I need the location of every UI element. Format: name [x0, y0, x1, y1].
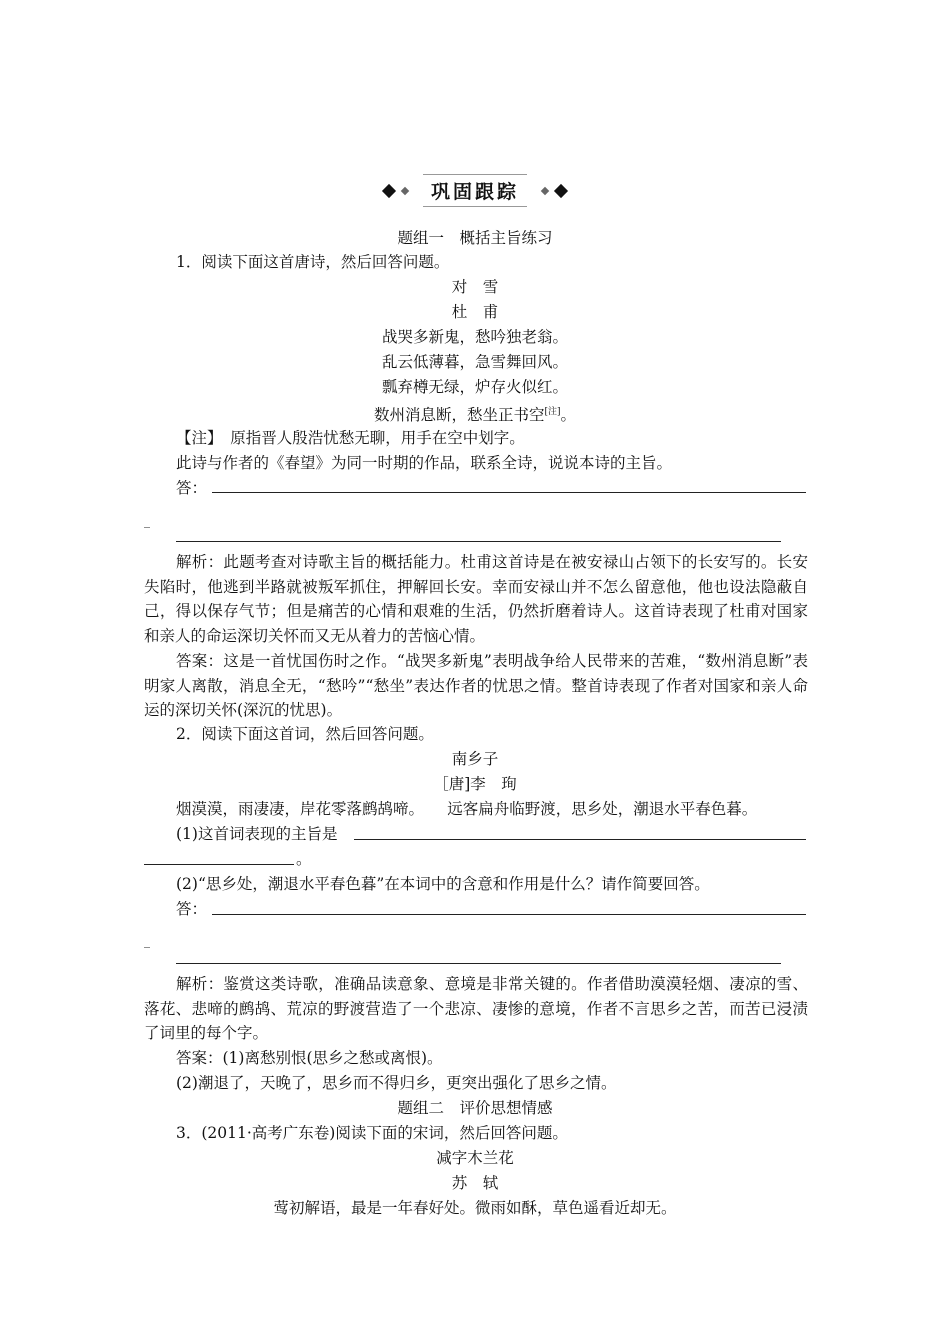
q2-poem-title: 南乡子	[451, 750, 499, 768]
q1-prompt: 1．阅读下面这首唐诗，然后回答问题。	[176, 253, 450, 271]
q2-poem-author: ［唐]李 珣	[433, 775, 517, 793]
q1-note: 【注】 原指晋人殷浩忧愁无聊，用手在空中划字。	[176, 429, 525, 447]
group2-title: 题组二 评价思想情感	[397, 1099, 553, 1117]
q1-poem-title: 对 雪	[451, 278, 499, 296]
q2-sub1: (1)这首词表现的主旨是	[176, 825, 338, 843]
q1-poem-line: 瓢弃樽无绿，炉存火似红。	[381, 378, 568, 396]
q2-sub1-end: 。	[296, 850, 312, 868]
q2-analysis-text: 解析：鉴赏这类诗歌，准确品读意象、意境是非常关键的。作者借助漠漠轻烟、凄凉的雪、落花、悲啼的鹧鸪、荒凉的野渡营造了一个悲凉、凄惨的意境，作者不言思乡之苦，而苦已浸渍了词里的每个字。	[144, 975, 808, 1043]
q2-answer2: (2)潮退了，天晚了，思乡而不得归乡，更突出强化了思乡之情。	[176, 1074, 617, 1092]
q2-answer-label: 答：	[176, 900, 208, 918]
q3-poem-line: 莺初解语，最是一年春好处。微雨如酥，草色遥看近却无。	[273, 1199, 677, 1217]
q1-poem-line: 数州消息断，愁坐正书空	[373, 406, 545, 425]
q1-answer-text: 答案：这是一首忧国伤时之作。“战哭多新鬼”表明战争给人民带来的苦难，“数州消息断”表明家人离散，消息全无，“愁吟”“愁坐”表达作者的忧思之情。整首诗表现了作者对国家和亲人命运的深切关怀(深沉的忧思)。	[144, 652, 808, 720]
q2-prompt: 2．阅读下面这首词，然后回答问题。	[176, 725, 434, 743]
small-diamond-icon	[401, 186, 409, 194]
q1-answer-label: 答：	[176, 479, 208, 497]
answer-line[interactable]	[354, 839, 806, 840]
q1-question: 此诗与作者的《春望》为同一时期的作品，联系全诗，说说本诗的主旨。	[176, 454, 673, 472]
banner-title: 巩固跟踪	[423, 174, 527, 207]
q3-poem-title: 减字木兰花	[436, 1149, 514, 1167]
answer-line[interactable]	[212, 492, 806, 493]
q3-poem-author: 苏 轼	[451, 1174, 499, 1192]
note-mark: [注]	[544, 407, 561, 417]
q1-poem-line: 战哭多新鬼，愁吟独老翁。	[381, 328, 568, 346]
answer-line[interactable]	[176, 963, 781, 964]
small-diamond-icon	[541, 186, 549, 194]
q1-analysis	[144, 550, 808, 649]
q2-sub2: (2)“思乡处，潮退水平春色暮”在本词中的含意和作用是什么？请作简要回答。	[176, 875, 710, 893]
q1-poem-line: 乱云低薄暮，急雪舞回风。	[381, 353, 568, 371]
q3-prompt: 3．(2011·高考广东卷)阅读下面的宋词，然后回答问题。	[176, 1124, 568, 1142]
q1-poem-line-4	[0, 400, 950, 427]
q1-answer	[144, 649, 808, 723]
diamond-icon	[554, 183, 568, 197]
answer-line[interactable]	[212, 914, 806, 915]
q2-analysis	[144, 972, 808, 1046]
diamond-icon	[382, 183, 396, 197]
q1-dash: _	[144, 514, 150, 528]
answer-line[interactable]	[176, 541, 781, 542]
q1-poem-line-end: 。	[560, 406, 577, 425]
section-banner	[0, 174, 950, 204]
q1-analysis-text: 解析：此题考查对诗歌主旨的概括能力。杜甫这首诗是在被安禄山占领下的长安写的。长安失陷时，他逃到半路就被叛军抓住，押解回长安。幸而安禄山并不怎么留意他，他也设法隐蔽自己，得以保存气节；但是痛苦的心情和艰难的生活，仍然折磨着诗人。这首诗表现了杜甫对国家和亲人的命运深切关怀而又无从着力的苦恼心情。	[144, 553, 808, 646]
q1-poem-author: 杜 甫	[451, 303, 499, 321]
q2-dash: _	[144, 934, 150, 948]
answer-line[interactable]	[144, 864, 294, 865]
q2-text: 烟漠漠，雨凄凄，岸花零落鹧鸪啼。 远客扁舟临野渡，思乡处，潮退水平春色暮。	[176, 800, 758, 818]
q2-answer1: 答案：(1)离愁别恨(思乡之愁或离恨)。	[176, 1049, 443, 1067]
group1-title: 题组一 概括主旨练习	[397, 229, 553, 247]
